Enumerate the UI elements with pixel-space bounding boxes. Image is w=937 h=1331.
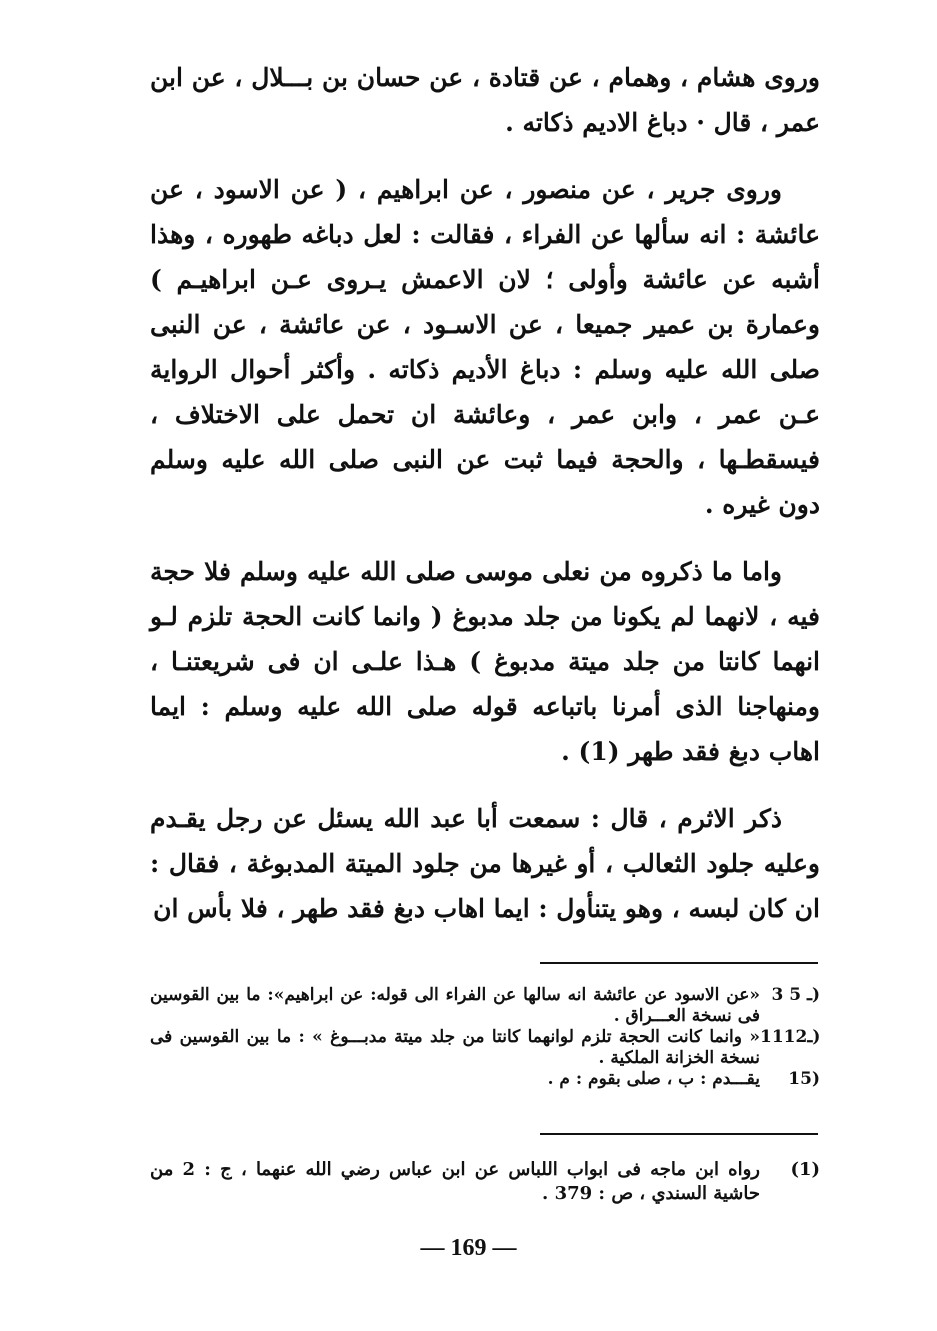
variant-note	[150, 1027, 820, 1069]
footnote-divider-top	[540, 962, 818, 964]
reference-footnote	[150, 1158, 820, 1206]
reference-note-number: (1)	[790, 1159, 820, 1180]
variant-note-text: « وانما كانت الحجة تلزم لوانهما كانتا من جلد ميتة مدبـــوغ » : ما بين القوسين فى نسخة الخزانة الملكية .	[150, 1027, 760, 1068]
page-number: — 169 —	[420, 1235, 517, 1261]
paragraph-3: واما ما ذكروه من نعلى موسى صلى الله عليه وسلم فلا حجة فيه ، لانهما لم يكونا من جلد مدبوغ ( وانما كانت الحجة تلزم لـو انهما كانتا من جلد ميتة مدبوغ ) هـذا علـى ان فى شريعتنـا ، ومنهاجنا الذى أمرنا باتباعه قوله صلى الله عليه وسلم : ايما اهاب دبغ فقد طهر (1) .	[150, 557, 820, 766]
variant-note	[150, 1069, 820, 1090]
paragraph-1: وروى هشام ، وهمام ، عن قتادة ، عن حسان بن بـــلال ، عن ابن عمر ، قال · دباغ الاديم ذكاته .	[150, 63, 820, 137]
reference-note	[150, 1158, 820, 1206]
variant-note	[150, 985, 820, 1027]
variant-note-number: 15)	[788, 1069, 820, 1089]
main-body-text	[150, 55, 820, 953]
variant-notes	[150, 985, 820, 1090]
variant-note-number: 3 ـ 5)	[771, 985, 820, 1005]
paragraph-4: ذكر الاثرم ، قال : سمعت أبا عبد الله يسئل عن رجل يقـدم وعليه جلود الثعالب ، أو غيرها من جلود الميتة المدبوغة ، فقال : ان كان لبسه ، وهو يتنأول : ايما اهاب دبغ فقد طهر ، فلا بأس ان	[150, 804, 820, 923]
paragraph-2: وروى جرير ، عن منصور ، عن ابراهيم ، ( عن الاسود ، عن عائشة : انه سألها عن الفراء ، فقالت : لعل دباغه طهوره ، وهذا أشبه عن عائشة وأولى ؛ لان الاعمش يـروى عـن ابراهيـم ) وعمارة بن عمير جميعا ، عن الاسـود ، عن عائشة ، عن النبى صلى الله عليه وسلم : دباغ الأديم ذكاته . وأكثر أحوال الرواية عـن عمر ، وابن عمر ، وعائشة ان تحمل على الاختلاف ، فيسقطـها ، والحجة فيما ثبت عن النبى صلى الله عليه وسلم دون غيره .	[150, 175, 820, 519]
variant-note-text: «عن الاسود عن عائشة انه سالها عن الفراء الى قوله: عن ابراهيم»: ما بين القوسين فى نسخة العـــراق .	[150, 985, 761, 1026]
reference-note-text: رواه ابن ماجه فى ابواب اللباس عن ابن عباس رضي الله عنهما ، ج : 2 من حاشية السندي ، ص : 379 .	[150, 1159, 760, 1204]
footnote-divider-bottom	[540, 1133, 818, 1135]
variant-note-number: 11ـ12)	[760, 1027, 821, 1047]
variant-note-text: يقـــدم : ب ، صلى بقوم : م .	[547, 1069, 760, 1089]
